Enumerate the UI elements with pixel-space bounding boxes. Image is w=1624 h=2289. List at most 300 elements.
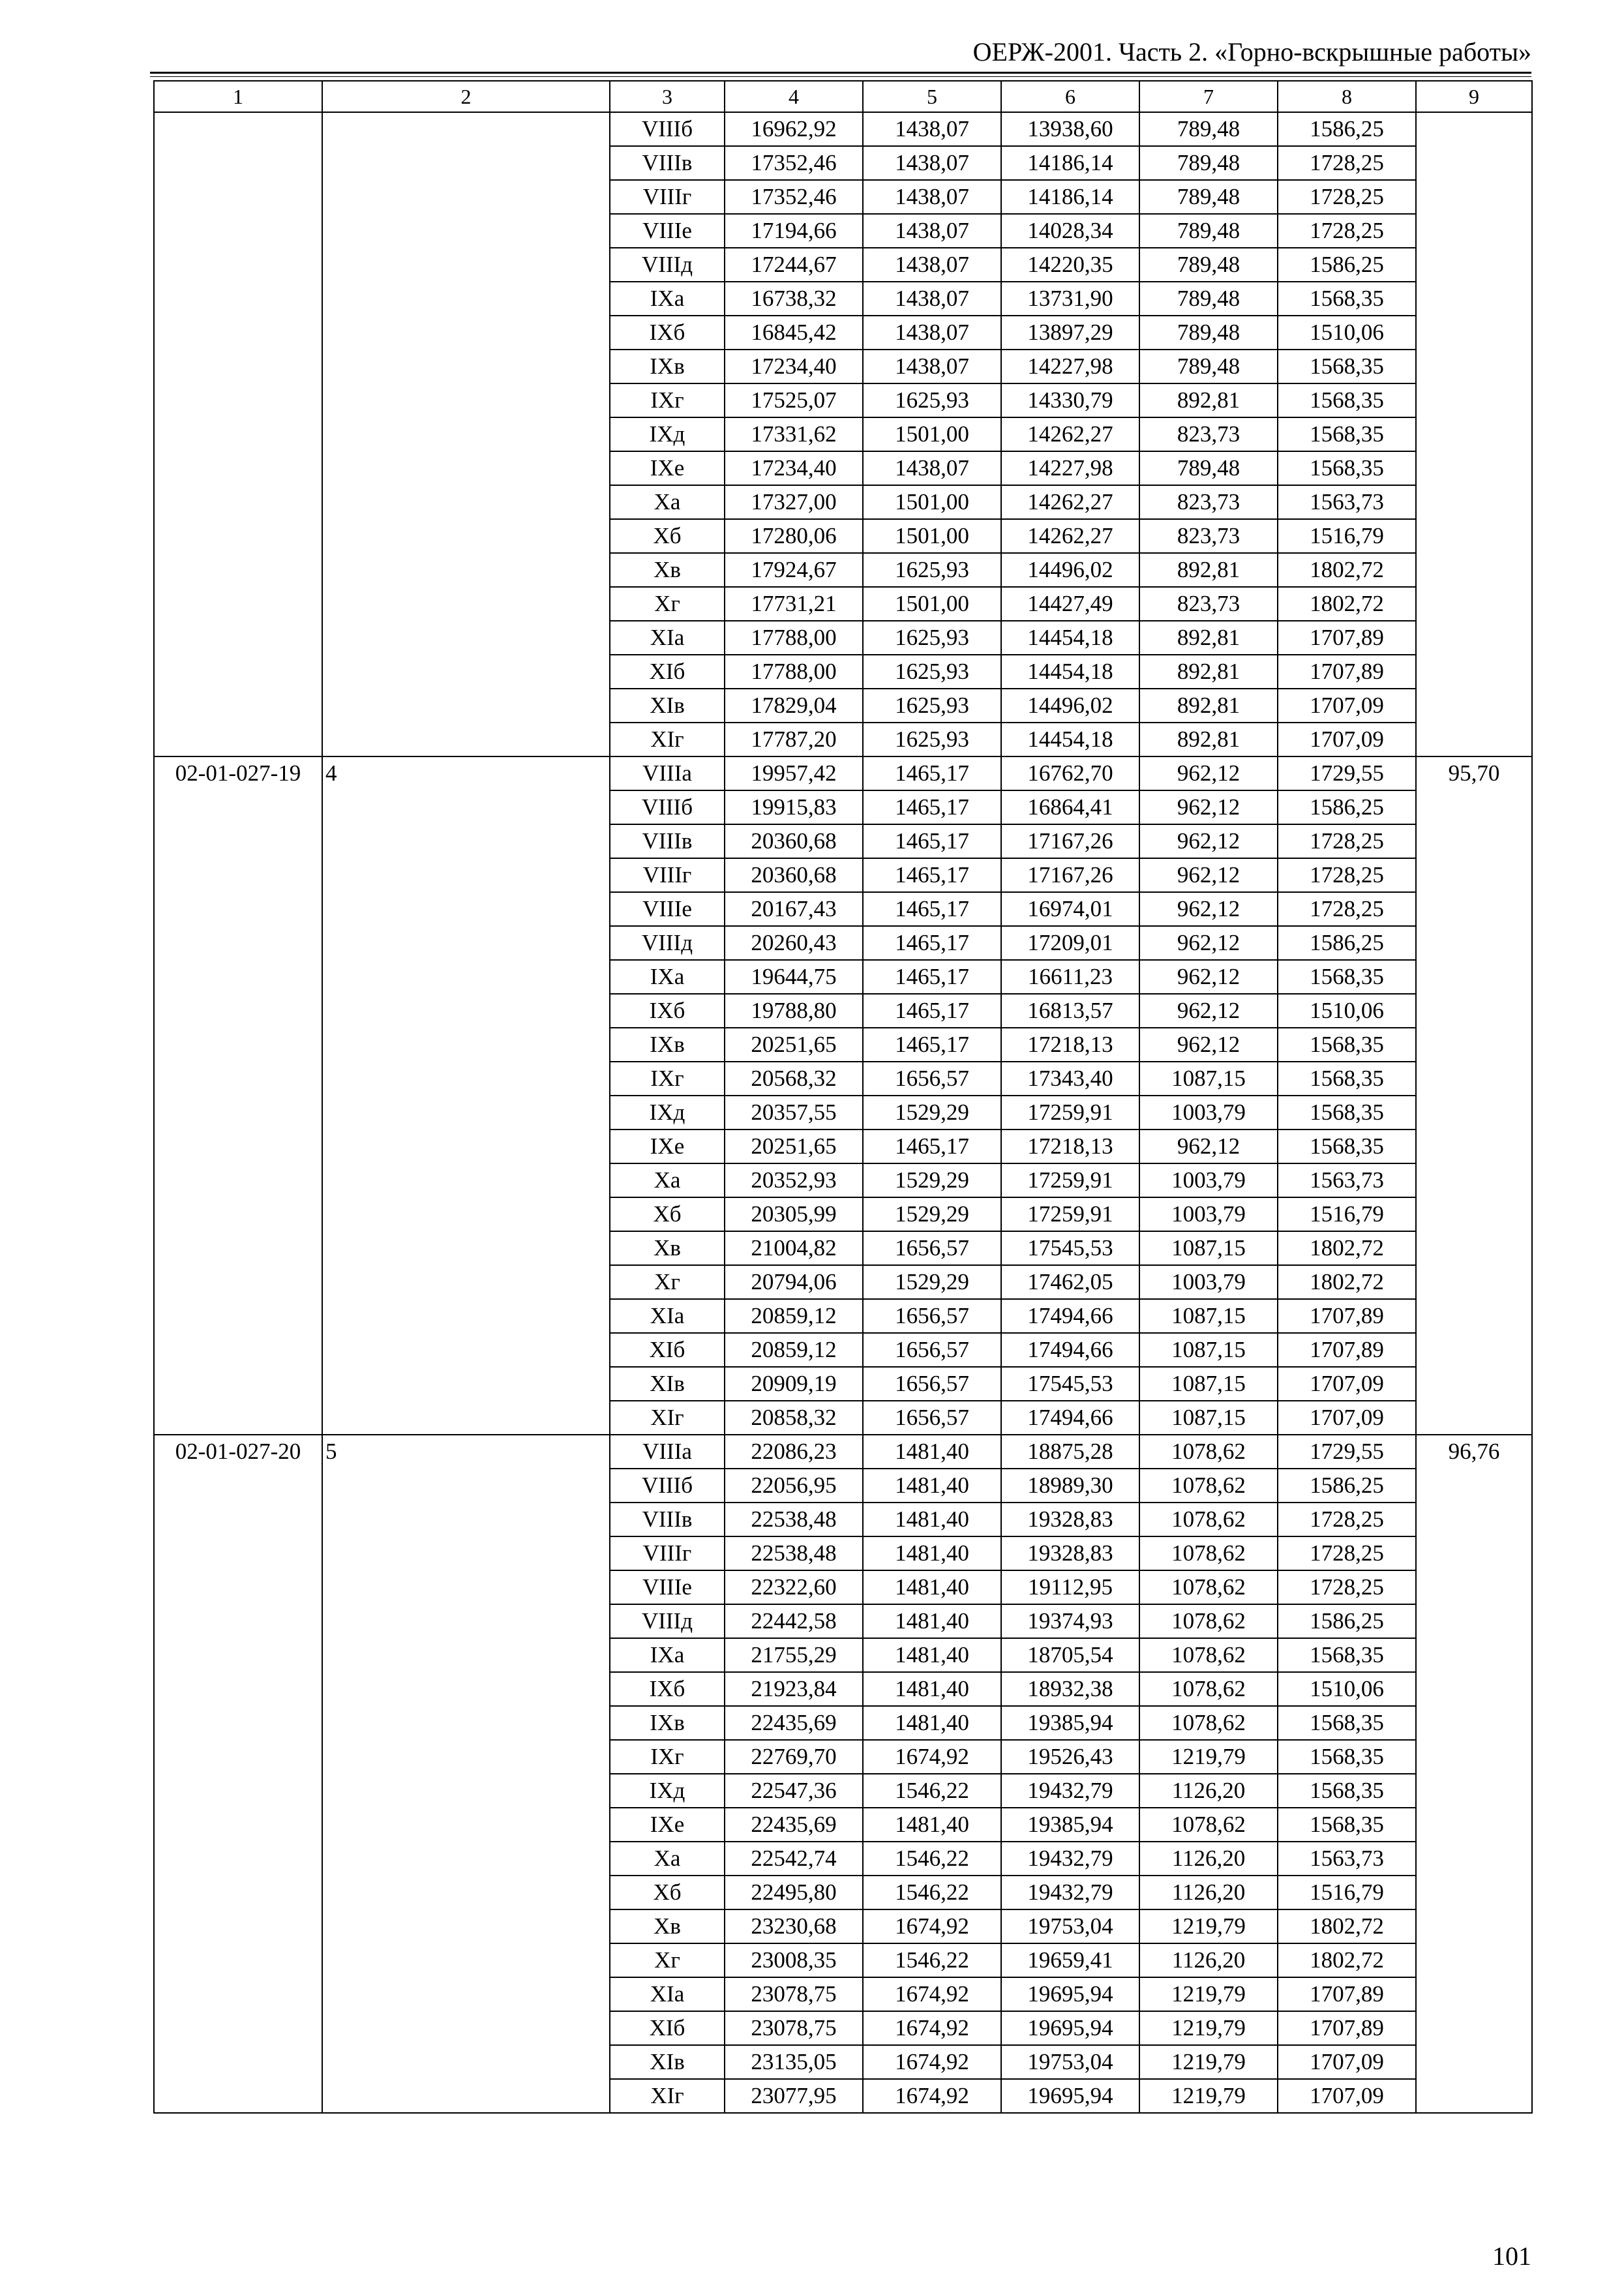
cell-col7: 1087,15: [1139, 1333, 1278, 1367]
cell-col6: 19695,94: [1001, 2011, 1139, 2045]
cell-col5: 1465,17: [863, 858, 1001, 892]
cell-col3: VIIIа: [610, 1435, 725, 1469]
cell-col8: 1586,25: [1278, 112, 1416, 146]
cell-col4: 20360,68: [725, 858, 863, 892]
cell-col3: VIIIб: [610, 112, 725, 146]
cell-col5: 1481,40: [863, 1469, 1001, 1503]
cell-col5: 1501,00: [863, 519, 1001, 553]
cell-col8: 1568,35: [1278, 383, 1416, 417]
cell-code: 02-01-027-20: [154, 1435, 322, 2113]
column-header-7: 7: [1139, 81, 1278, 112]
cell-col4: 17525,07: [725, 383, 863, 417]
cell-col6: 17167,26: [1001, 824, 1139, 858]
cell-col6: 14454,18: [1001, 723, 1139, 756]
cell-col4: 17280,06: [725, 519, 863, 553]
cell-col3: Xа: [610, 1842, 725, 1876]
cell-col4: 20305,99: [725, 1197, 863, 1231]
cell-col8: 1728,25: [1278, 824, 1416, 858]
cell-col6: 17343,40: [1001, 1062, 1139, 1096]
cell-col5: 1465,17: [863, 960, 1001, 994]
cell-col5: 1465,17: [863, 926, 1001, 960]
cell-col4: 20858,32: [725, 1401, 863, 1435]
cell-col8: 1586,25: [1278, 790, 1416, 824]
cell-col8: 1586,25: [1278, 1469, 1416, 1503]
cell-col5: 1481,40: [863, 1604, 1001, 1638]
cell-col3: Xа: [610, 485, 725, 519]
cell-col5: 1625,93: [863, 689, 1001, 723]
cell-col8: 1707,89: [1278, 2011, 1416, 2045]
cell-col5: 1465,17: [863, 790, 1001, 824]
cell-col6: 14454,18: [1001, 655, 1139, 689]
cell-col5: 1438,07: [863, 316, 1001, 350]
cell-col7: 1087,15: [1139, 1401, 1278, 1435]
cell-col6: 17167,26: [1001, 858, 1139, 892]
cell-col7: 823,73: [1139, 485, 1278, 519]
cell-col3: XIа: [610, 621, 725, 655]
cell-col3: VIIIб: [610, 1469, 725, 1503]
cell-col3: Xа: [610, 1163, 725, 1197]
cell-col6: 18875,28: [1001, 1435, 1139, 1469]
table-body: [154, 112, 1532, 2113]
column-header-3: 3: [610, 81, 725, 112]
table-row: [154, 1435, 1532, 1469]
cell-col7: 962,12: [1139, 824, 1278, 858]
cell-col5: 1656,57: [863, 1333, 1001, 1367]
cell-col5: 1501,00: [863, 417, 1001, 451]
cell-col7: 789,48: [1139, 146, 1278, 180]
cell-col3: XIг: [610, 2079, 725, 2113]
cell-col5: 1674,92: [863, 1740, 1001, 1774]
cell-col4: 20360,68: [725, 824, 863, 858]
cell-col4: 23230,68: [725, 1909, 863, 1943]
cell-col7: 892,81: [1139, 655, 1278, 689]
cell-col8: 1802,72: [1278, 1909, 1416, 1943]
cell-col7: 1003,79: [1139, 1096, 1278, 1130]
cell-col3: IXа: [610, 282, 725, 316]
cell-col5: 1438,07: [863, 180, 1001, 214]
cell-col8: 1802,72: [1278, 1943, 1416, 1977]
cell-col4: 22538,48: [725, 1503, 863, 1536]
cell-col4: 20251,65: [725, 1130, 863, 1163]
cell-col5: 1481,40: [863, 1706, 1001, 1740]
cell-col7: 892,81: [1139, 383, 1278, 417]
cell-col7: 823,73: [1139, 519, 1278, 553]
cell-col4: 22769,70: [725, 1740, 863, 1774]
cell-col7: 1219,79: [1139, 1740, 1278, 1774]
cell-col5: 1501,00: [863, 587, 1001, 621]
cell-col8: 1707,09: [1278, 689, 1416, 723]
cell-col8: 1802,72: [1278, 553, 1416, 587]
cell-col3: VIIIе: [610, 892, 725, 926]
table-row: [154, 112, 1532, 146]
cell-col5: 1465,17: [863, 1130, 1001, 1163]
cell-col4: 20357,55: [725, 1096, 863, 1130]
cell-code: [154, 112, 322, 756]
cell-col8: 1568,35: [1278, 1808, 1416, 1842]
cell-col3: Xв: [610, 553, 725, 587]
cell-col5: 1625,93: [863, 621, 1001, 655]
cell-col8: 1728,25: [1278, 892, 1416, 926]
cell-col6: 14227,98: [1001, 350, 1139, 383]
cell-col4: 21923,84: [725, 1672, 863, 1706]
cell-col5: 1674,92: [863, 1909, 1001, 1943]
cell-col3: IXе: [610, 1130, 725, 1163]
cell-col4: 17352,46: [725, 146, 863, 180]
cell-col7: 1126,20: [1139, 1943, 1278, 1977]
cell-col6: 19753,04: [1001, 1909, 1139, 1943]
cell-col6: 14028,34: [1001, 214, 1139, 248]
cell-col4: 17788,00: [725, 621, 863, 655]
cell-col4: 17327,00: [725, 485, 863, 519]
cell-col6: 17494,66: [1001, 1333, 1139, 1367]
cell-col5: 1481,40: [863, 1638, 1001, 1672]
cell-col6: 17209,01: [1001, 926, 1139, 960]
cell-col7: 962,12: [1139, 790, 1278, 824]
cell-col8: 1563,73: [1278, 1842, 1416, 1876]
cell-col7: 962,12: [1139, 858, 1278, 892]
cell-col7: 823,73: [1139, 417, 1278, 451]
cell-col4: 22495,80: [725, 1876, 863, 1909]
cell-col5: 1481,40: [863, 1503, 1001, 1536]
cell-col9: 96,76: [1416, 1435, 1532, 2113]
cell-col3: VIIIа: [610, 756, 725, 790]
cell-col7: 1078,62: [1139, 1503, 1278, 1536]
cell-col8: 1516,79: [1278, 1876, 1416, 1909]
cell-col6: 19385,94: [1001, 1808, 1139, 1842]
cell-col6: 19659,41: [1001, 1943, 1139, 1977]
cell-col8: 1707,09: [1278, 1401, 1416, 1435]
cell-col3: VIIIв: [610, 824, 725, 858]
cell-col6: 19385,94: [1001, 1706, 1139, 1740]
cell-col6: 14496,02: [1001, 553, 1139, 587]
cell-col3: IXб: [610, 994, 725, 1028]
cell-col4: 22442,58: [725, 1604, 863, 1638]
cell-col6: 19432,79: [1001, 1876, 1139, 1909]
cell-col6: 14262,27: [1001, 417, 1139, 451]
cell-col6: 13897,29: [1001, 316, 1139, 350]
cell-col8: 1568,35: [1278, 451, 1416, 485]
cell-col6: 17259,91: [1001, 1197, 1139, 1231]
cell-col7: 1087,15: [1139, 1367, 1278, 1401]
cell-col5: 1481,40: [863, 1570, 1001, 1604]
cell-col6: 16611,23: [1001, 960, 1139, 994]
cell-col7: 1219,79: [1139, 2045, 1278, 2079]
cell-col5: 1481,40: [863, 1536, 1001, 1570]
cell-col5: 1438,07: [863, 282, 1001, 316]
cell-col3: IXб: [610, 316, 725, 350]
cell-col6: 17462,05: [1001, 1265, 1139, 1299]
cell-col6: 14330,79: [1001, 383, 1139, 417]
cell-col5: 1438,07: [863, 214, 1001, 248]
cell-col3: VIIIв: [610, 1503, 725, 1536]
cell-col5: 1481,40: [863, 1672, 1001, 1706]
cell-col7: 962,12: [1139, 960, 1278, 994]
cell-col3: Xв: [610, 1231, 725, 1265]
cell-col3: VIIIг: [610, 858, 725, 892]
cell-col5: 1674,92: [863, 2079, 1001, 2113]
cell-col8: 1728,25: [1278, 146, 1416, 180]
cell-col4: 17331,62: [725, 417, 863, 451]
cell-col4: 20909,19: [725, 1367, 863, 1401]
cell-col6: 18705,54: [1001, 1638, 1139, 1672]
cell-col6: 14427,49: [1001, 587, 1139, 621]
cell-col3: Xв: [610, 1909, 725, 1943]
cell-col7: 1078,62: [1139, 1469, 1278, 1503]
cell-col6: 14186,14: [1001, 146, 1139, 180]
cell-col7: 1078,62: [1139, 1808, 1278, 1842]
cell-col5: 1546,22: [863, 1876, 1001, 1909]
cell-col6: 17259,91: [1001, 1163, 1139, 1197]
cell-col5: 1674,92: [863, 2011, 1001, 2045]
cell-col6: 16813,57: [1001, 994, 1139, 1028]
cell-col3: IXд: [610, 1774, 725, 1808]
cell-col4: 21755,29: [725, 1638, 863, 1672]
cell-col3: VIIIг: [610, 180, 725, 214]
cell-col5: 1656,57: [863, 1367, 1001, 1401]
cell-col7: 962,12: [1139, 1028, 1278, 1062]
cell-col5: 1465,17: [863, 994, 1001, 1028]
cell-col7: 892,81: [1139, 553, 1278, 587]
cell-col4: 21004,82: [725, 1231, 863, 1265]
cell-col4: 22542,74: [725, 1842, 863, 1876]
cell-col6: 17494,66: [1001, 1299, 1139, 1333]
cell-col7: 1078,62: [1139, 1638, 1278, 1672]
cell-col6: 18932,38: [1001, 1672, 1139, 1706]
cell-col6: 17545,53: [1001, 1231, 1139, 1265]
header-rule-thin: [150, 76, 1531, 77]
cell-col3: XIа: [610, 1977, 725, 2011]
cell-col7: 789,48: [1139, 248, 1278, 282]
cell-col8: 1568,35: [1278, 960, 1416, 994]
cell-col2: 4: [322, 756, 610, 1435]
header-rule-thick: [150, 72, 1531, 74]
cell-col4: 19957,42: [725, 756, 863, 790]
cell-col3: IXг: [610, 383, 725, 417]
cell-col6: 14454,18: [1001, 621, 1139, 655]
cell-col8: 1563,73: [1278, 1163, 1416, 1197]
cell-col4: 23078,75: [725, 2011, 863, 2045]
cell-col7: 789,48: [1139, 180, 1278, 214]
cell-col7: 892,81: [1139, 723, 1278, 756]
cell-col8: 1707,89: [1278, 1299, 1416, 1333]
cell-col5: 1656,57: [863, 1231, 1001, 1265]
table-row: [154, 756, 1532, 790]
cell-col3: XIа: [610, 1299, 725, 1333]
cell-col5: 1481,40: [863, 1435, 1001, 1469]
cell-col8: 1516,79: [1278, 1197, 1416, 1231]
cell-col4: 20352,93: [725, 1163, 863, 1197]
cell-col3: IXа: [610, 960, 725, 994]
cell-col8: 1568,35: [1278, 1130, 1416, 1163]
cell-col5: 1625,93: [863, 655, 1001, 689]
cell-col3: VIIIе: [610, 214, 725, 248]
cell-col7: 962,12: [1139, 756, 1278, 790]
cell-col6: 19526,43: [1001, 1740, 1139, 1774]
cell-col3: VIIIд: [610, 248, 725, 282]
column-header-5: 5: [863, 81, 1001, 112]
cell-col5: 1529,29: [863, 1197, 1001, 1231]
page-number: 101: [1492, 2241, 1531, 2271]
cell-col6: 14220,35: [1001, 248, 1139, 282]
cell-col8: 1568,35: [1278, 1028, 1416, 1062]
cell-col3: IXе: [610, 1808, 725, 1842]
cell-col3: VIIIе: [610, 1570, 725, 1604]
cell-col3: IXв: [610, 350, 725, 383]
cell-col8: 1802,72: [1278, 1265, 1416, 1299]
cell-col3: Xг: [610, 1943, 725, 1977]
cell-col7: 789,48: [1139, 316, 1278, 350]
cell-col2: [322, 112, 610, 756]
cell-col7: 1087,15: [1139, 1062, 1278, 1096]
cell-col7: 962,12: [1139, 926, 1278, 960]
cell-col3: IXб: [610, 1672, 725, 1706]
cell-col9: 95,70: [1416, 756, 1532, 1435]
cell-col4: 16962,92: [725, 112, 863, 146]
cell-col3: IXд: [610, 1096, 725, 1130]
cell-col6: 19374,93: [1001, 1604, 1139, 1638]
cell-col4: 20167,43: [725, 892, 863, 926]
cell-col8: 1568,35: [1278, 1706, 1416, 1740]
cell-col8: 1728,25: [1278, 1503, 1416, 1536]
cell-col3: VIIIв: [610, 146, 725, 180]
cell-col3: XIг: [610, 1401, 725, 1435]
cell-col6: 16974,01: [1001, 892, 1139, 926]
cell-col6: 14227,98: [1001, 451, 1139, 485]
cell-col4: 20260,43: [725, 926, 863, 960]
cell-col8: 1510,06: [1278, 316, 1416, 350]
cell-col7: 1078,62: [1139, 1672, 1278, 1706]
cell-col3: IXг: [610, 1740, 725, 1774]
cell-col7: 1126,20: [1139, 1876, 1278, 1909]
cell-col6: 13938,60: [1001, 112, 1139, 146]
cell-col5: 1656,57: [863, 1062, 1001, 1096]
cell-col7: 789,48: [1139, 282, 1278, 316]
cell-col6: 19112,95: [1001, 1570, 1139, 1604]
cell-col3: XIб: [610, 1333, 725, 1367]
cell-col8: 1510,06: [1278, 994, 1416, 1028]
cell-col6: 19695,94: [1001, 2079, 1139, 2113]
cell-col8: 1729,55: [1278, 1435, 1416, 1469]
cell-col5: 1438,07: [863, 146, 1001, 180]
cell-col7: 1219,79: [1139, 1977, 1278, 2011]
cell-col5: 1674,92: [863, 1977, 1001, 2011]
cell-col3: Xб: [610, 1876, 725, 1909]
cell-col5: 1546,22: [863, 1774, 1001, 1808]
cell-col7: 789,48: [1139, 214, 1278, 248]
cell-col4: 19644,75: [725, 960, 863, 994]
cell-col7: 1078,62: [1139, 1435, 1278, 1469]
cell-col5: 1438,07: [863, 451, 1001, 485]
cell-col4: 17234,40: [725, 451, 863, 485]
column-header-6: 6: [1001, 81, 1139, 112]
cell-col5: 1656,57: [863, 1299, 1001, 1333]
cell-col7: 962,12: [1139, 892, 1278, 926]
cell-col8: 1568,35: [1278, 1638, 1416, 1672]
cell-col4: 20859,12: [725, 1299, 863, 1333]
cell-col8: 1728,25: [1278, 858, 1416, 892]
table-header: [154, 81, 1532, 112]
cell-col3: XIг: [610, 723, 725, 756]
cell-col7: 789,48: [1139, 451, 1278, 485]
cell-col4: 20859,12: [725, 1333, 863, 1367]
cell-col7: 1003,79: [1139, 1197, 1278, 1231]
cell-col4: 23008,35: [725, 1943, 863, 1977]
cell-col4: 22435,69: [725, 1808, 863, 1842]
cell-col4: 17194,66: [725, 214, 863, 248]
cell-col5: 1625,93: [863, 553, 1001, 587]
cell-col5: 1529,29: [863, 1265, 1001, 1299]
cell-col6: 17218,13: [1001, 1130, 1139, 1163]
cell-col6: 17259,91: [1001, 1096, 1139, 1130]
cell-col3: VIIIд: [610, 926, 725, 960]
cell-col3: Xб: [610, 1197, 725, 1231]
cell-col7: 1126,20: [1139, 1774, 1278, 1808]
cell-col7: 1219,79: [1139, 2079, 1278, 2113]
cell-col5: 1438,07: [863, 248, 1001, 282]
cell-col3: VIIIб: [610, 790, 725, 824]
cell-col5: 1465,17: [863, 824, 1001, 858]
cell-col6: 14262,27: [1001, 519, 1139, 553]
cell-col4: 17352,46: [725, 180, 863, 214]
cell-col6: 19432,79: [1001, 1774, 1139, 1808]
cell-col7: 1003,79: [1139, 1163, 1278, 1197]
cell-col3: IXг: [610, 1062, 725, 1096]
cell-col6: 16864,41: [1001, 790, 1139, 824]
cell-col6: 14186,14: [1001, 180, 1139, 214]
cell-col3: Xб: [610, 519, 725, 553]
column-number-row: [154, 81, 1532, 112]
cell-col3: IXв: [610, 1028, 725, 1062]
cell-col4: 17787,20: [725, 723, 863, 756]
cell-col8: 1586,25: [1278, 926, 1416, 960]
cell-col5: 1674,92: [863, 2045, 1001, 2079]
cell-col7: 1126,20: [1139, 1842, 1278, 1876]
cell-col7: 789,48: [1139, 112, 1278, 146]
cell-col4: 16738,32: [725, 282, 863, 316]
cell-col5: 1438,07: [863, 350, 1001, 383]
cell-col6: 19432,79: [1001, 1842, 1139, 1876]
cell-col4: 17731,21: [725, 587, 863, 621]
cell-col5: 1529,29: [863, 1163, 1001, 1197]
cell-col8: 1707,89: [1278, 1977, 1416, 2011]
cell-col7: 892,81: [1139, 689, 1278, 723]
cell-col3: Xг: [610, 1265, 725, 1299]
cell-col4: 17924,67: [725, 553, 863, 587]
cell-col8: 1707,09: [1278, 1367, 1416, 1401]
cell-col8: 1510,06: [1278, 1672, 1416, 1706]
rates-table: [153, 80, 1533, 2114]
cell-col4: 23077,95: [725, 2079, 863, 2113]
cell-col3: XIв: [610, 1367, 725, 1401]
cell-col7: 962,12: [1139, 1130, 1278, 1163]
cell-col6: 19328,83: [1001, 1503, 1139, 1536]
cell-col3: IXа: [610, 1638, 725, 1672]
cell-col5: 1529,29: [863, 1096, 1001, 1130]
cell-col8: 1728,25: [1278, 180, 1416, 214]
cell-col7: 789,48: [1139, 350, 1278, 383]
cell-col3: XIб: [610, 655, 725, 689]
cell-col5: 1546,22: [863, 1943, 1001, 1977]
cell-col8: 1568,35: [1278, 282, 1416, 316]
cell-col7: 1087,15: [1139, 1231, 1278, 1265]
cell-col8: 1568,35: [1278, 1740, 1416, 1774]
column-header-8: 8: [1278, 81, 1416, 112]
column-header-1: 1: [154, 81, 322, 112]
cell-col5: 1546,22: [863, 1842, 1001, 1876]
cell-col8: 1586,25: [1278, 1604, 1416, 1638]
cell-col4: 17788,00: [725, 655, 863, 689]
cell-col5: 1465,17: [863, 1028, 1001, 1062]
